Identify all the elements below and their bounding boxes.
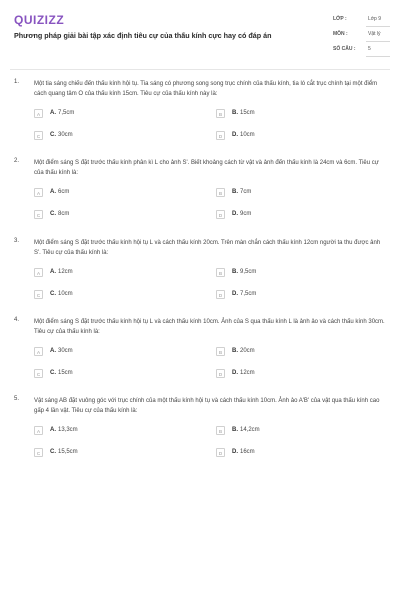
- option-letter: A.: [50, 110, 56, 116]
- option-text: 14,2cm: [240, 427, 260, 433]
- option-letter: C.: [50, 132, 56, 138]
- option-text: 10cm: [58, 291, 73, 297]
- question-text: Một điểm sáng S đặt trước thấu kính hội tụ L và cách thấu kính 10cm. Ảnh của S qua thấu kính L là ảnh ảo và cách thấu kính 30cm. Tiêu cự của thấu kính là:: [34, 319, 385, 335]
- question-number: 2.: [14, 158, 20, 164]
- option-text: 12cm: [240, 370, 255, 376]
- option-box: B: [216, 426, 225, 435]
- question-text: Một điểm sáng S đặt trước thấu kính hội tụ L và cách thấu kính 20cm. Trên màn chắn cách thấu kính 12cm người ta thu được ảnh S'. Tiêu cự của thấu kính là:: [34, 240, 381, 256]
- option-box: A: [34, 188, 43, 197]
- option-letter: C.: [50, 291, 56, 297]
- option-text: 20cm: [240, 348, 255, 354]
- option-box: C: [34, 448, 43, 457]
- meta-count: [330, 44, 390, 59]
- option-box: B: [216, 347, 225, 356]
- option-text: 6cm: [58, 189, 70, 195]
- quizizz-logo: QUIZIZZ: [14, 13, 65, 27]
- question-number: 1.: [14, 79, 20, 85]
- option-box: D: [216, 369, 225, 378]
- option-letter: B.: [232, 269, 238, 275]
- question-number: 5.: [14, 396, 20, 402]
- option-box: D: [216, 448, 225, 457]
- option-box: A: [34, 109, 43, 118]
- option-box: C: [34, 131, 43, 140]
- option-letter: D.: [232, 370, 238, 376]
- question-number: 4.: [14, 317, 20, 323]
- worksheet-meta: [330, 14, 390, 59]
- question-number: 3.: [14, 238, 20, 244]
- option-letter: A.: [50, 269, 56, 275]
- meta-class-label: LỚP :: [333, 16, 347, 22]
- option-text: 30cm: [58, 348, 73, 354]
- option-letter: D.: [232, 449, 238, 455]
- option-box: A: [34, 426, 43, 435]
- question-text: Vật sáng AB đặt vuông góc với trục chính của một thấu kính hội tụ và cách thấu kính 10cm. Ảnh ảo A'B' của vật qua thấu kính cao gấp 4 lần vật. Tiêu cự của thấu kính là:: [34, 398, 380, 414]
- option-text: 15cm: [58, 370, 73, 376]
- option-letter: B.: [232, 348, 238, 354]
- option-text: 12cm: [58, 269, 73, 275]
- option-box: A: [34, 268, 43, 277]
- meta-class-value: Lớp 9: [368, 16, 382, 22]
- option-text: 13,3cm: [58, 427, 78, 433]
- option-text: 7,5cm: [240, 291, 257, 297]
- option-letter: D.: [232, 291, 238, 297]
- worksheet-title: Phương pháp giải bài tập xác định tiêu cự của thấu kính cực hay có đáp án: [14, 31, 272, 40]
- meta-subject-value: Vật lý: [368, 31, 381, 37]
- option-box: A: [34, 347, 43, 356]
- option-box: B: [216, 188, 225, 197]
- option-text: 7,5cm: [58, 110, 75, 116]
- meta-count-value: 5: [368, 46, 371, 52]
- option-text: 16cm: [240, 449, 255, 455]
- meta-class-underline: [366, 26, 390, 27]
- meta-subject: [330, 29, 390, 44]
- option-letter: A.: [50, 427, 56, 433]
- option-text: 30cm: [58, 132, 73, 138]
- meta-count-underline: [366, 56, 390, 57]
- header-divider: [10, 69, 390, 70]
- option-letter: C.: [50, 370, 56, 376]
- option-box: D: [216, 290, 225, 299]
- option-box: B: [216, 268, 225, 277]
- option-letter: B.: [232, 427, 238, 433]
- option-text: 10cm: [240, 132, 255, 138]
- option-box: C: [34, 369, 43, 378]
- option-letter: B.: [232, 110, 238, 116]
- option-letter: A.: [50, 189, 56, 195]
- meta-subject-label: MÔN :: [333, 31, 348, 37]
- option-box: D: [216, 210, 225, 219]
- meta-subject-underline: [366, 41, 390, 42]
- option-text: 8cm: [58, 211, 70, 217]
- question-text: Một điểm sáng S đặt trước thấu kính phân kì L cho ảnh S'. Biết khoảng cách từ vật và ảnh đến thấu kính là 24cm và 6cm. Tiêu cự của thấu kính là:: [34, 160, 379, 176]
- option-box: B: [216, 109, 225, 118]
- option-letter: D.: [232, 211, 238, 217]
- option-letter: C.: [50, 211, 56, 217]
- question-text: Một tia sáng chiếu đến thấu kính hội tụ. Tia sáng có phương song song trục chính của thấu kính, tia ló cắt trục chính tại một điểm cách quang tâm O của thấu kính 15cm. Tiêu cự của thấu kính này là:: [34, 81, 378, 97]
- meta-count-label: SỐ CÂU :: [333, 46, 356, 52]
- option-box: C: [34, 210, 43, 219]
- option-text: 9cm: [240, 211, 252, 217]
- option-letter: D.: [232, 132, 238, 138]
- worksheet-header: [0, 0, 400, 66]
- option-text: 9,5cm: [240, 269, 257, 275]
- option-letter: B.: [232, 189, 238, 195]
- option-letter: C.: [50, 449, 56, 455]
- option-text: 7cm: [240, 189, 252, 195]
- option-text: 15cm: [240, 110, 255, 116]
- meta-class: [330, 14, 390, 29]
- option-text: 15,5cm: [58, 449, 78, 455]
- option-letter: A.: [50, 348, 56, 354]
- option-box: D: [216, 131, 225, 140]
- option-box: C: [34, 290, 43, 299]
